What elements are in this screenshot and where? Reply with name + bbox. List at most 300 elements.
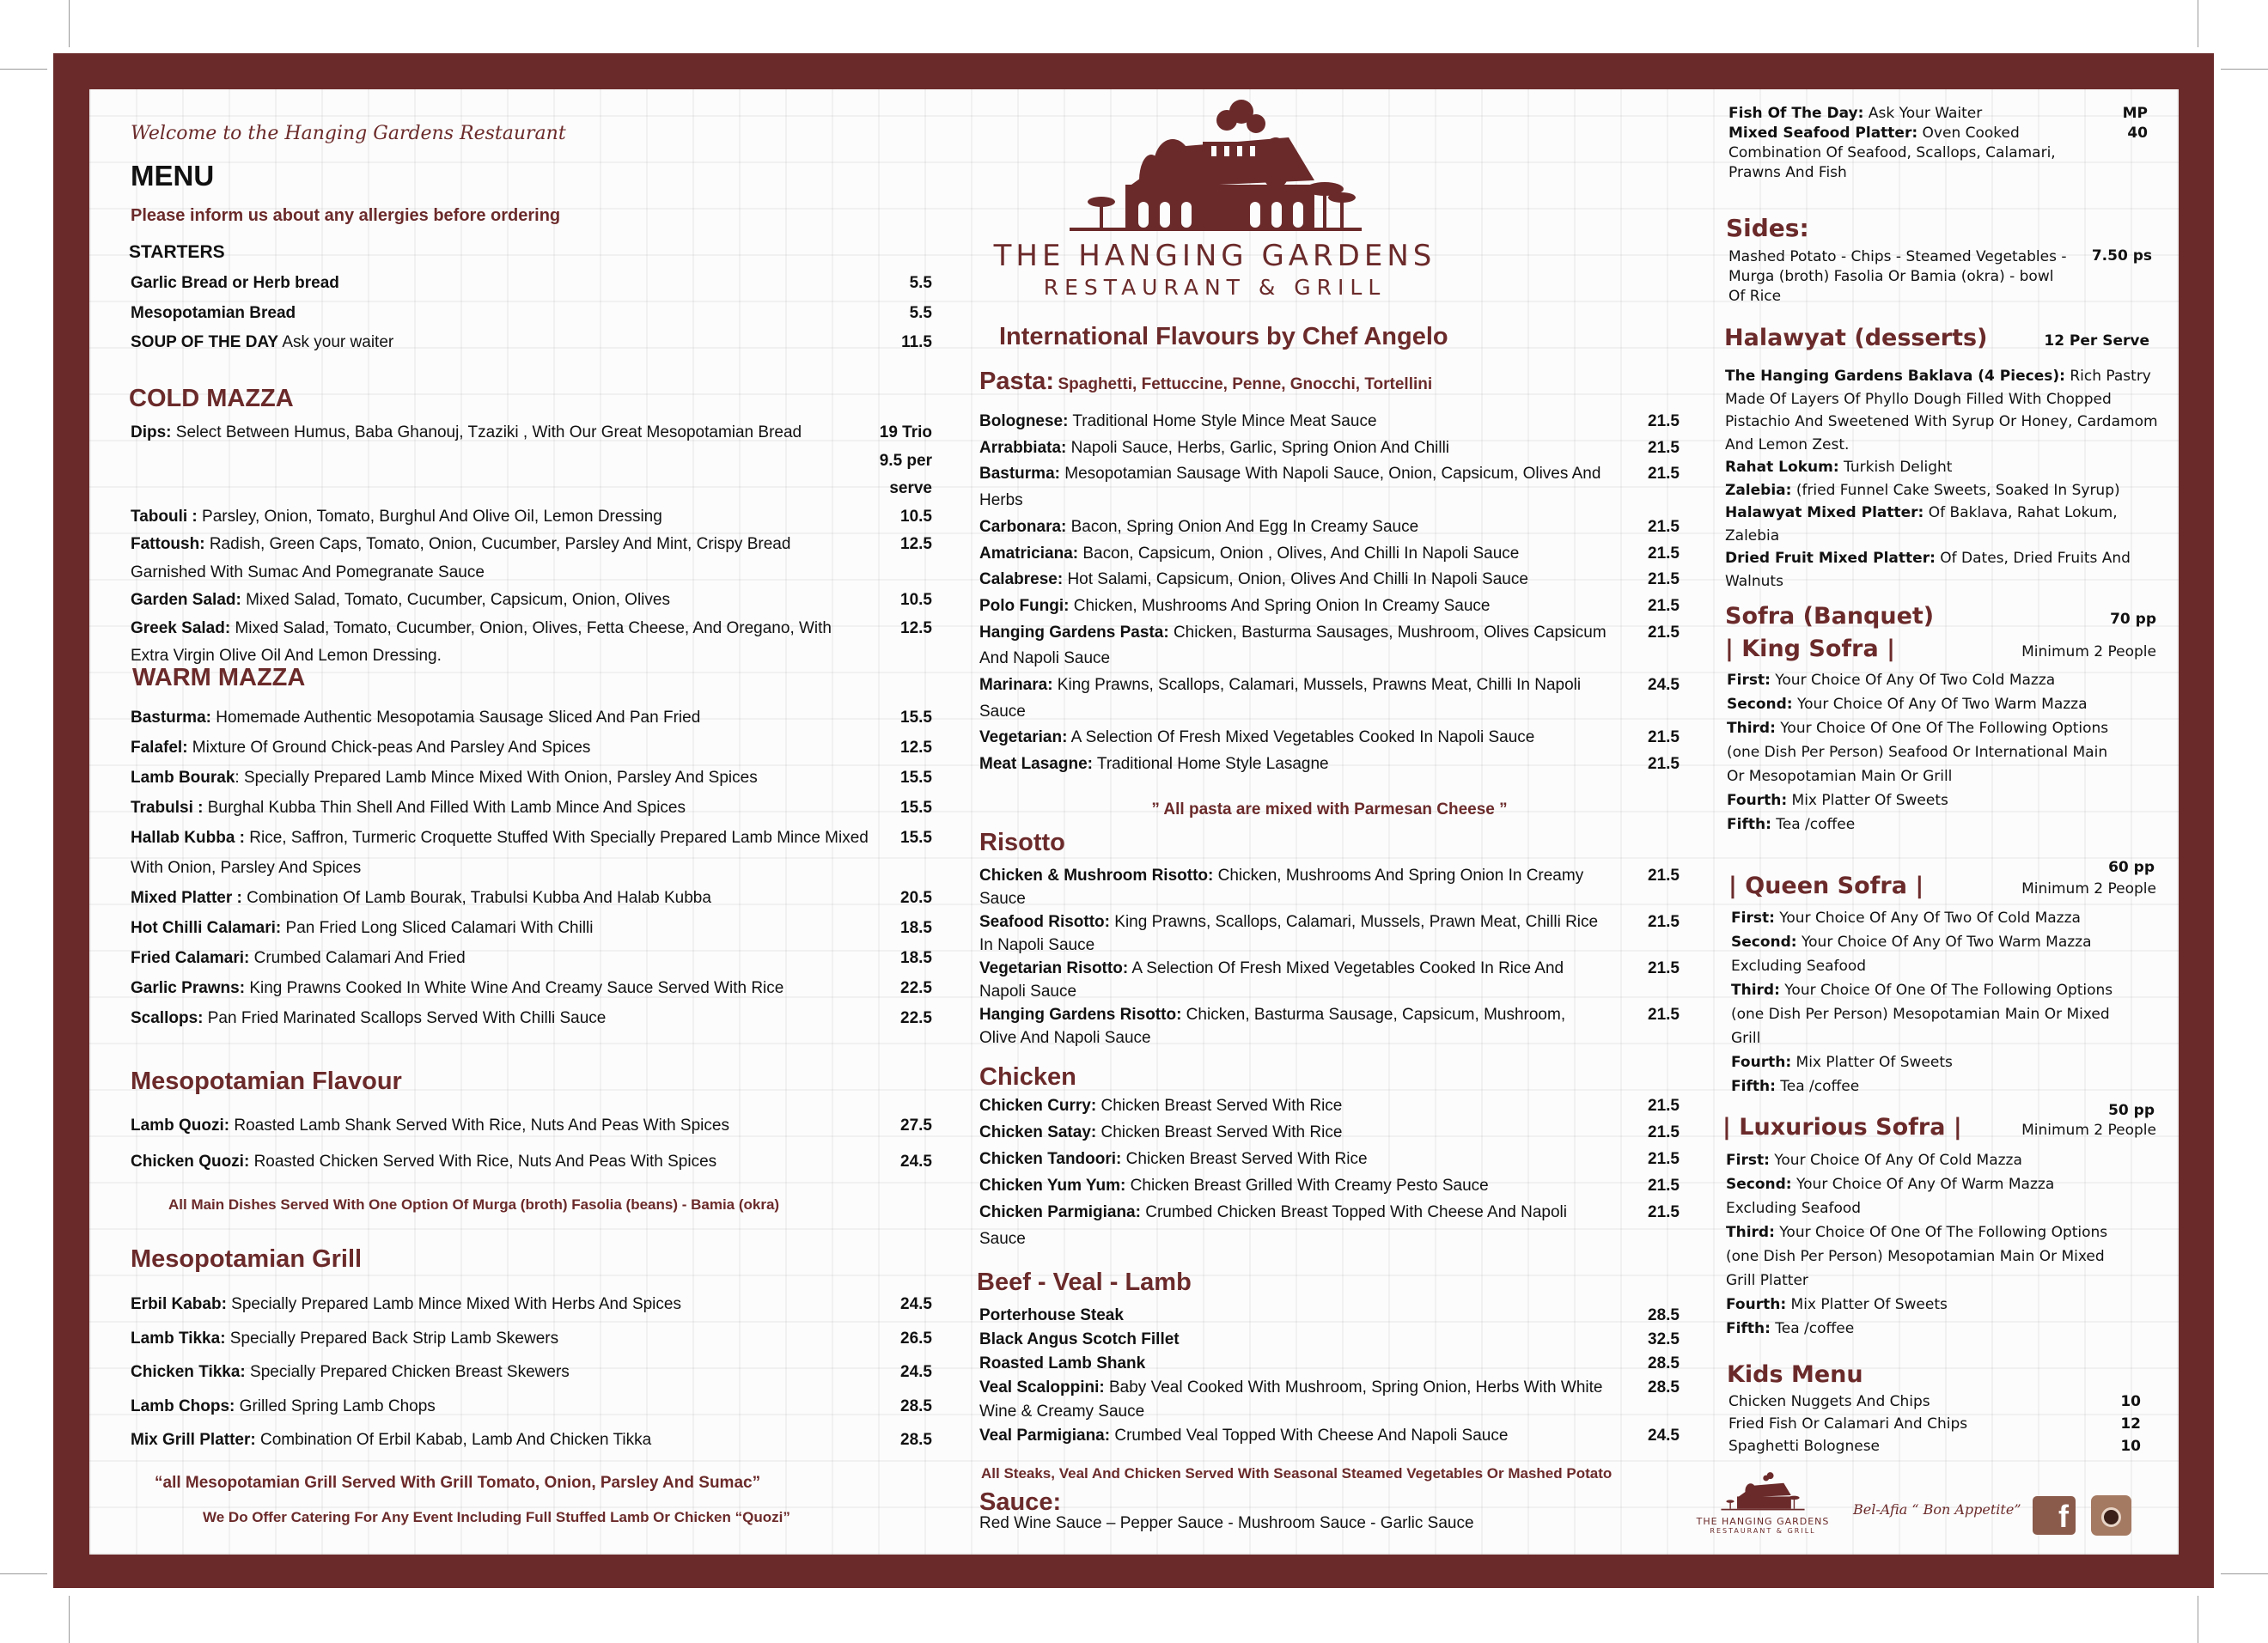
item-text [131, 1144, 869, 1180]
crop-mark [69, 0, 70, 47]
item-text [131, 1003, 869, 1033]
item-name: Hanging Gardens Risotto: [979, 1006, 1182, 1024]
menu-item [979, 1352, 1680, 1376]
item-price: 21.5 [1648, 517, 1680, 536]
crop-mark [0, 69, 47, 70]
king-sofra-minimum: Minimum 2 People [2021, 643, 2156, 660]
menu-item [979, 1119, 1680, 1146]
item-description: Combination Of Erbil Kabab, Lamb And Chicken Tikka [255, 1431, 652, 1449]
item-description: Your Choice Of Any Of Two Cold Mazza [1770, 672, 2056, 689]
item-description: Chicken Breast Served With Rice [1121, 1150, 1368, 1168]
item-text [1728, 104, 2072, 124]
footer-brand-subtitle: RESTAURANT & GRILL [1710, 1527, 1816, 1535]
item-description: Mix Platter Of Sweets [1787, 792, 1948, 809]
list-item [1725, 547, 2167, 593]
item-text [131, 1287, 869, 1322]
item-description: Traditional Home Style Mince Meat Sauce [1068, 412, 1377, 430]
pasta-types: Spaghetti, Fettuccine, Penne, Gnocchi, Tortellini [1058, 375, 1433, 393]
list-item [1731, 978, 2139, 1050]
item-text [979, 1003, 1606, 1050]
item-description: Hot Salami, Capsicum, Onion, Olives And Chilli In Napoli Sauce [1063, 570, 1528, 589]
steaks-note: All Steaks, Veal And Chicken Served With Seasonal Steamed Vegetables Or Mashed Potato [981, 1465, 1613, 1482]
menu-item [131, 615, 932, 671]
item-text [979, 1328, 1606, 1352]
menu-item [979, 1146, 1680, 1172]
item-description: Select Between Humus, Baba Ghanouj, Tzaziki , With Our Great Mesopotamian Bread [171, 423, 802, 441]
footer-logo [1691, 1470, 1835, 1535]
item-description: (fried Funnel Cake Sweets, Soaked In Syrup) [1791, 481, 2120, 499]
risotto-list [979, 864, 1680, 1050]
item-price: 28.5 [1648, 1378, 1680, 1397]
list-item [1726, 1293, 2121, 1317]
item-description: Chicken Breast Served With Rice [1096, 1097, 1343, 1115]
item-price: 20.5 [900, 889, 932, 907]
item-name: Fifth: [1727, 816, 1771, 833]
item-description: A Selection Of Fresh Mixed Vegetables Cooked In Rice And Napoli Sauce [979, 959, 1564, 1001]
item-text [131, 823, 869, 883]
menu-item [979, 541, 1680, 568]
item-price: 5.5 [909, 303, 932, 322]
item-description: Napoli Sauce, Herbs, Garlic, Spring Onion And Chilli [1066, 438, 1450, 457]
facebook-like-icon[interactable]: f [2033, 1496, 2076, 1535]
item-name: Lamb Chops: [131, 1397, 235, 1415]
item-text [979, 541, 1606, 568]
item-name: Fourth: [1727, 792, 1788, 809]
item-text [979, 514, 1606, 541]
item-name: The Hanging Gardens Baklava (4 Pieces): [1725, 368, 2065, 385]
item-price: 21.5 [1648, 1006, 1680, 1024]
item-text [979, 725, 1606, 752]
menu-item [979, 957, 1680, 1003]
item-name: Chicken Quozi: [131, 1153, 250, 1171]
item-description: Bacon, Spring Onion And Egg In Creamy Sauce [1066, 517, 1419, 536]
item-name: Hot Chilli Calamari: [131, 919, 282, 937]
luxurious-sofra-courses [1726, 1148, 2121, 1341]
pasta-list [979, 409, 1680, 778]
item-price: 24.5 [900, 1295, 932, 1313]
item-description: Tea /coffee [1775, 1078, 1860, 1095]
luxurious-sofra-price: 50 pp [2108, 1102, 2155, 1119]
item-name: Fifth: [1726, 1320, 1771, 1337]
item-name: Dried Fruit Mixed Platter: [1725, 550, 1936, 567]
item-price: 21.5 [1648, 412, 1680, 430]
item-description: Baby Veal Cooked With Mushroom, Spring Onion, Herbs With White Wine & Creamy Sauce [979, 1378, 1603, 1421]
item-description: Ask Your Waiter [1863, 105, 1983, 122]
grill-note: “all Mesopotamian Grill Served With Grill Tomato, Onion, Parsley And Sumac” [155, 1474, 761, 1492]
beef-list [979, 1304, 1680, 1448]
item-description: Chicken Nuggets And Chips [1728, 1393, 1930, 1410]
item-text [979, 593, 1606, 620]
item-description: Your Choice Of One Of The Following Options (one Dish Per Person) Mesopotamian Main Or Mixed Grill Platter [1726, 1224, 2108, 1289]
beef-veal-lamb-heading: Beef - Veal - Lamb [977, 1269, 1192, 1296]
item-name: Fried Calamari: [131, 949, 250, 967]
item-name: Tabouli : [131, 507, 198, 526]
pasta-note: ” All pasta are mixed with Parmesan Cheese ” [1151, 800, 1508, 818]
chicken-list [979, 1092, 1680, 1252]
item-name: Greek Salad: [131, 618, 231, 637]
list-item [1731, 930, 2139, 978]
item-description: A Selection Of Fresh Mixed Vegetables Cooked In Napoli Sauce [1067, 728, 1535, 747]
item-name: Fattoush: [131, 535, 205, 553]
menu-item [131, 1322, 932, 1356]
item-price: 21.5 [1648, 438, 1680, 457]
item-name: Chicken Satay: [979, 1123, 1097, 1141]
item-price: 18.5 [900, 919, 932, 937]
item-text [131, 1390, 869, 1424]
queen-sofra-courses [1731, 906, 2139, 1098]
item-text [979, 1092, 1606, 1119]
item-name: Bolognese: [979, 412, 1069, 430]
item-name: Garlic Prawns: [131, 979, 246, 997]
brand-name: THE HANGING GARDENS [993, 239, 1436, 273]
list-item [1726, 1148, 2121, 1172]
item-price: 21.5 [1648, 596, 1680, 615]
item-text [1728, 124, 2072, 183]
item-price: 12 [2120, 1415, 2141, 1433]
menu-item [979, 910, 1680, 957]
item-price: 21.5 [1648, 1097, 1680, 1115]
item-price: 24.5 [1648, 1427, 1680, 1445]
item-name: Hallab Kubba : [131, 829, 246, 847]
queen-sofra-header [1728, 873, 2156, 899]
item-name: Marinara: [979, 676, 1053, 695]
item-name: Rahat Lokum: [1725, 459, 1839, 476]
item-name: Erbil Kabab: [131, 1295, 227, 1313]
sofra-header [1725, 603, 2156, 630]
item-name: Polo Fungi: [979, 596, 1070, 615]
item-name: First: [1731, 910, 1775, 927]
item-price: 10 [2120, 1393, 2141, 1410]
item-description: Specially Prepared Lamb Mince Mixed With Herbs And Spices [226, 1295, 681, 1313]
item-price: 21.5 [1648, 570, 1680, 589]
king-sofra-courses [1727, 668, 2122, 837]
item-price: 28.5 [1648, 1306, 1680, 1324]
crop-mark [2221, 69, 2268, 70]
item-description: Roasted Chicken Served With Rice, Nuts And Peas With Spices [249, 1153, 717, 1171]
sides-heading: Sides: [1726, 214, 1809, 242]
menu-item [979, 409, 1680, 435]
item-description: Your Choice Of One Of The Following Options (one Dish Per Person) Mesopotamian Main Or Mixed Grill [1731, 982, 2113, 1047]
item-name: Dips: [131, 423, 172, 441]
item-name: Chicken & Mushroom Risotto: [979, 867, 1214, 885]
starters-heading: STARTERS [129, 242, 225, 262]
item-price: 15.5 [900, 769, 932, 787]
item-description: King Prawns Cooked In White Wine And Creamy Sauce Served With Rice [245, 979, 784, 997]
menu-item [131, 531, 932, 587]
item-description: Pan Fried Long Sliced Calamari With Chilli [281, 919, 594, 937]
desserts-heading: Halawyat (desserts) [1724, 325, 1988, 351]
luxurious-sofra-minimum: Minimum 2 People [2021, 1122, 2156, 1139]
menu-item [979, 1003, 1680, 1050]
menu-item [131, 1108, 932, 1144]
menu-item [131, 1003, 932, 1033]
item-text [979, 567, 1606, 593]
item-name: Lamb Tikka: [131, 1329, 226, 1348]
item-name: Third: [1726, 1224, 1775, 1241]
menu-item [979, 461, 1680, 514]
sides-price: 7.50 ps [2091, 247, 2152, 265]
item-price: 21.5 [1648, 1177, 1680, 1195]
main-dishes-note: All Main Dishes Served With One Option Of Murga (broth) Fasolia (beans) - Bamia (okra) [168, 1196, 780, 1213]
item-text [979, 1352, 1606, 1376]
item-text [131, 733, 869, 763]
item-name: First: [1727, 672, 1771, 689]
menu-item [131, 503, 932, 532]
item-description: Tea /coffee [1771, 816, 1856, 833]
menu-item [979, 1328, 1680, 1352]
item-description: Chicken, Basturma Sausage, Capsicum, Mushroom, Olive And Napoli Sauce [979, 1006, 1566, 1047]
item-text [131, 703, 869, 733]
item-description: Spaghetti Bolognese [1728, 1438, 1881, 1455]
item-text [131, 943, 869, 973]
item-description: Mix Platter Of Sweets [1786, 1296, 1948, 1313]
item-text [131, 503, 869, 532]
item-text [979, 1304, 1606, 1328]
item-description: Of Dates, Dried Fruits And Walnuts [1725, 550, 2131, 590]
item-name: Second: [1726, 1176, 1792, 1193]
item-text [131, 615, 869, 671]
menu-item [1728, 1413, 2141, 1435]
menu-item [131, 973, 932, 1003]
item-text [979, 461, 1606, 514]
item-description: Your Choice Of Any Of Two Warm Mazza Excluding Seafood [1731, 934, 2092, 975]
item-price: 15.5 [900, 829, 932, 847]
item-description: King Prawns, Scallops, Calamari, Mussels, Prawn Meat, Chilli Rice In Napoli Sauce [979, 913, 1599, 954]
item-price: 12.5 [900, 535, 932, 553]
crop-mark [2221, 1573, 2268, 1574]
item-text [979, 620, 1606, 672]
menu-item [1728, 1435, 2141, 1457]
restaurant-logo-small-icon [1720, 1470, 1806, 1512]
chef-heading: International Flavours by Chef Angelo [999, 323, 1448, 350]
item-name: Scallops: [131, 1009, 204, 1027]
menu-item [131, 883, 932, 913]
item-price: 21.5 [1648, 1203, 1680, 1221]
list-item [1727, 812, 2122, 837]
list-item [1725, 456, 2167, 479]
item-name: Chicken Yum Yum: [979, 1177, 1126, 1195]
item-description: Pan Fried Marinated Scallops Served With Chilli Sauce [203, 1009, 607, 1027]
item-text [979, 864, 1606, 910]
menu-item [131, 1144, 932, 1180]
mesopotamian-flavour-list [131, 1108, 932, 1180]
item-name: Basturma: [979, 465, 1060, 484]
instagram-icon[interactable] [2091, 1495, 2131, 1536]
item-text [131, 328, 869, 358]
bon-appetite-text: Bel-Afia “ Bon Appetite” [1853, 1501, 2021, 1518]
item-name: Lamb Quozi: [131, 1117, 230, 1135]
item-price: 24.5 [900, 1153, 932, 1171]
list-item [1731, 906, 2139, 930]
item-name: Zalebia: [1725, 481, 1792, 499]
item-price: 21.5 [1648, 913, 1680, 931]
item-description: Turkish Delight [1838, 459, 1953, 476]
item-text [131, 587, 869, 615]
item-text [979, 957, 1606, 1003]
item-text [131, 1423, 869, 1457]
item-text [131, 531, 869, 587]
item-name: Second: [1731, 934, 1797, 951]
item-price: 21.5 [1648, 755, 1680, 774]
item-name: Black Angus Scotch Fillet [979, 1330, 1180, 1348]
item-description: Ask your waiter [278, 333, 394, 351]
menu-item [979, 435, 1680, 462]
item-text [131, 883, 869, 913]
menu-item [979, 864, 1680, 910]
item-description: Rich Pastry Made Of Layers Of Phyllo Dough Filled With Chopped Pistachio And Sweetened With Syrup Or Honey, Cardamom And Lemon Zest. [1725, 368, 2158, 453]
page-title: MENU [131, 160, 215, 192]
item-text [131, 1108, 869, 1144]
crop-mark [69, 1596, 70, 1643]
list-item [1725, 365, 2167, 456]
sauce-list: Red Wine Sauce – Pepper Sauce - Mushroom Sauce - Garlic Sauce [979, 1514, 1474, 1532]
list-item [1725, 479, 2167, 502]
item-name: Fish Of The Day: [1728, 105, 1864, 122]
item-name: First: [1726, 1152, 1770, 1169]
item-text [979, 752, 1606, 778]
item-text [1728, 1435, 2072, 1457]
item-description: Homemade Authentic Mesopotamia Sausage Sliced And Pan Fried [210, 709, 701, 727]
item-price: 21.5 [1648, 1150, 1680, 1168]
item-description: Oven Cooked Combination Of Seafood, Scallops, Calamari, Prawns And Fish [1728, 125, 2056, 181]
item-name: Garlic Bread or Herb bread [131, 274, 339, 292]
item-description: Roasted Lamb Shank Served With Rice, Nuts And Peas With Spices [229, 1117, 729, 1135]
sides-text: Mashed Potato - Chips - Steamed Vegetables - Murga (broth) Fasolia Or Bamia (okra) - bowl Of Rice [1728, 248, 2067, 305]
item-name: Meat Lasagne: [979, 755, 1093, 774]
menu-item [979, 567, 1680, 593]
item-name: Chicken Parmigiana: [979, 1203, 1141, 1221]
item-name: Chicken Tikka: [131, 1363, 246, 1381]
item-name: Basturma: [131, 709, 211, 727]
item-name: Porterhouse Steak [979, 1306, 1124, 1324]
desserts-header [1724, 325, 2149, 351]
item-description: Mesopotamian Sausage With Napoli Sauce, Onion, Capsicum, Olives And Herbs [979, 465, 1601, 510]
item-name: Mixed Seafood Platter: [1728, 125, 1918, 142]
mesopotamian-grill-list [131, 1287, 932, 1457]
item-description: Mixture Of Ground Chick-peas And Parsley And Spices [187, 739, 591, 757]
menu-item [131, 269, 932, 299]
menu-item [979, 1172, 1680, 1199]
item-name: Amatriciana: [979, 544, 1079, 563]
mesopotamian-flavour-heading: Mesopotamian Flavour [131, 1068, 402, 1095]
item-name: Chicken Tandoori: [979, 1150, 1122, 1168]
menu-item [131, 1390, 932, 1424]
item-name: Fifth: [1731, 1078, 1776, 1095]
menu-item [1728, 104, 2148, 124]
menu-item [131, 328, 932, 358]
menu-item [131, 1423, 932, 1457]
item-name: Vegetarian Risotto: [979, 959, 1129, 977]
item-name: Seafood Risotto: [979, 913, 1110, 931]
item-price: 21.5 [1648, 867, 1680, 885]
sauce-heading: Sauce: [979, 1488, 1062, 1516]
item-price: 22.5 [900, 979, 932, 997]
item-name: Trabulsi : [131, 799, 204, 817]
instagram-lens-icon [2101, 1507, 2121, 1527]
item-text [131, 973, 869, 1003]
crop-mark [0, 1573, 47, 1574]
menu-item [979, 1424, 1680, 1448]
item-description: Bacon, Capsicum, Onion , Olives, And Chilli In Napoli Sauce [1078, 544, 1520, 563]
list-item [1726, 1317, 2121, 1341]
item-text [131, 793, 869, 823]
list-item [1727, 668, 2122, 692]
menu-item [979, 620, 1680, 672]
item-text [979, 1376, 1606, 1424]
item-price: 21.5 [1648, 465, 1680, 484]
item-description: Your Choice Of Any Of Warm Mazza Excluding Seafood [1726, 1176, 2055, 1217]
desserts-price: 12 Per Serve [2044, 332, 2149, 350]
item-name: Halawyat Mixed Platter: [1725, 504, 1924, 521]
menu-item [1728, 1390, 2141, 1413]
cold-mazza-list [131, 419, 932, 671]
item-description: Parsley, Onion, Tomato, Burghul And Olive Oil, Lemon Dressing [197, 507, 662, 526]
item-text [131, 1355, 869, 1390]
item-name: Third: [1727, 720, 1776, 737]
item-description: Combination Of Lamb Bourak, Trabulsi Kubba And Halab Kubba [241, 889, 711, 907]
menu-item [979, 1304, 1680, 1328]
menu-item [131, 299, 932, 329]
item-name: Chicken Curry: [979, 1097, 1097, 1115]
cold-mazza-heading: COLD MAZZA [129, 385, 294, 412]
starters-list [131, 269, 932, 358]
item-price: 15.5 [900, 799, 932, 817]
item-name: Garden Salad: [131, 591, 241, 609]
item-description: Chicken, Basturma Sausages, Mushroom, Olives Capsicum And Napoli Sauce [979, 623, 1606, 668]
item-name: Mixed Platter : [131, 889, 242, 907]
item-description: Fried Fish Or Calamari And Chips [1728, 1415, 1968, 1433]
item-description: Crumbed Chicken Breast Topped With Cheese And Napoli Sauce [979, 1203, 1567, 1248]
restaurant-logo-icon [1065, 94, 1366, 236]
item-name: Second: [1727, 696, 1793, 713]
item-description: Crumbed Veal Topped With Cheese And Napoli Sauce [1110, 1427, 1509, 1445]
seafood-list [1728, 104, 2148, 183]
desserts-list [1725, 365, 2167, 593]
item-name: Vegetarian: [979, 728, 1068, 747]
item-description: Tea /coffee [1770, 1320, 1855, 1337]
menu-item [131, 913, 932, 943]
item-description: Mixed Salad, Tomato, Cucumber, Onion, Olives, Fetta Cheese, And Oregano, With Extra Virgin Olive Oil And Lemon Dressing. [131, 618, 832, 665]
item-text [131, 419, 869, 447]
pasta-heading: Pasta: [979, 368, 1055, 395]
item-name: Lamb Bourak [131, 769, 235, 787]
list-item [1726, 1220, 2121, 1293]
menu-item [131, 587, 932, 615]
item-name: Calabrese: [979, 570, 1064, 589]
item-text [131, 1322, 869, 1356]
item-price: 26.5 [900, 1329, 932, 1348]
item-description: Traditional Home Style Lasagne [1092, 755, 1329, 774]
item-price: MP [2122, 105, 2148, 122]
item-text [979, 1172, 1606, 1199]
item-description: Rice, Saffron, Turmeric Croquette Stuffed With Specially Prepared Lamb Mince Mixed With Onion, Parsley And Spices [131, 829, 869, 877]
item-description: Specially Prepared Chicken Breast Skewers [245, 1363, 570, 1381]
menu-item [131, 419, 932, 503]
menu-item [131, 1287, 932, 1322]
list-item [1726, 1172, 2121, 1220]
welcome-text: Welcome to the Hanging Gardens Restaurant [131, 123, 566, 144]
list-item [1725, 502, 2167, 547]
item-description: Your Choice Of Any Of Two Of Cold Mazza [1774, 910, 2081, 927]
list-item [1727, 788, 2122, 812]
item-text [131, 299, 869, 329]
item-text [979, 1199, 1606, 1252]
item-price: 32.5 [1648, 1330, 1680, 1348]
item-description: Burghal Kubba Thin Shell And Filled With Lamb Mince And Spices [203, 799, 686, 817]
item-description: Mix Platter Of Sweets [1791, 1054, 1953, 1071]
item-price: 21.5 [1648, 1123, 1680, 1141]
pasta-header [979, 368, 1432, 396]
